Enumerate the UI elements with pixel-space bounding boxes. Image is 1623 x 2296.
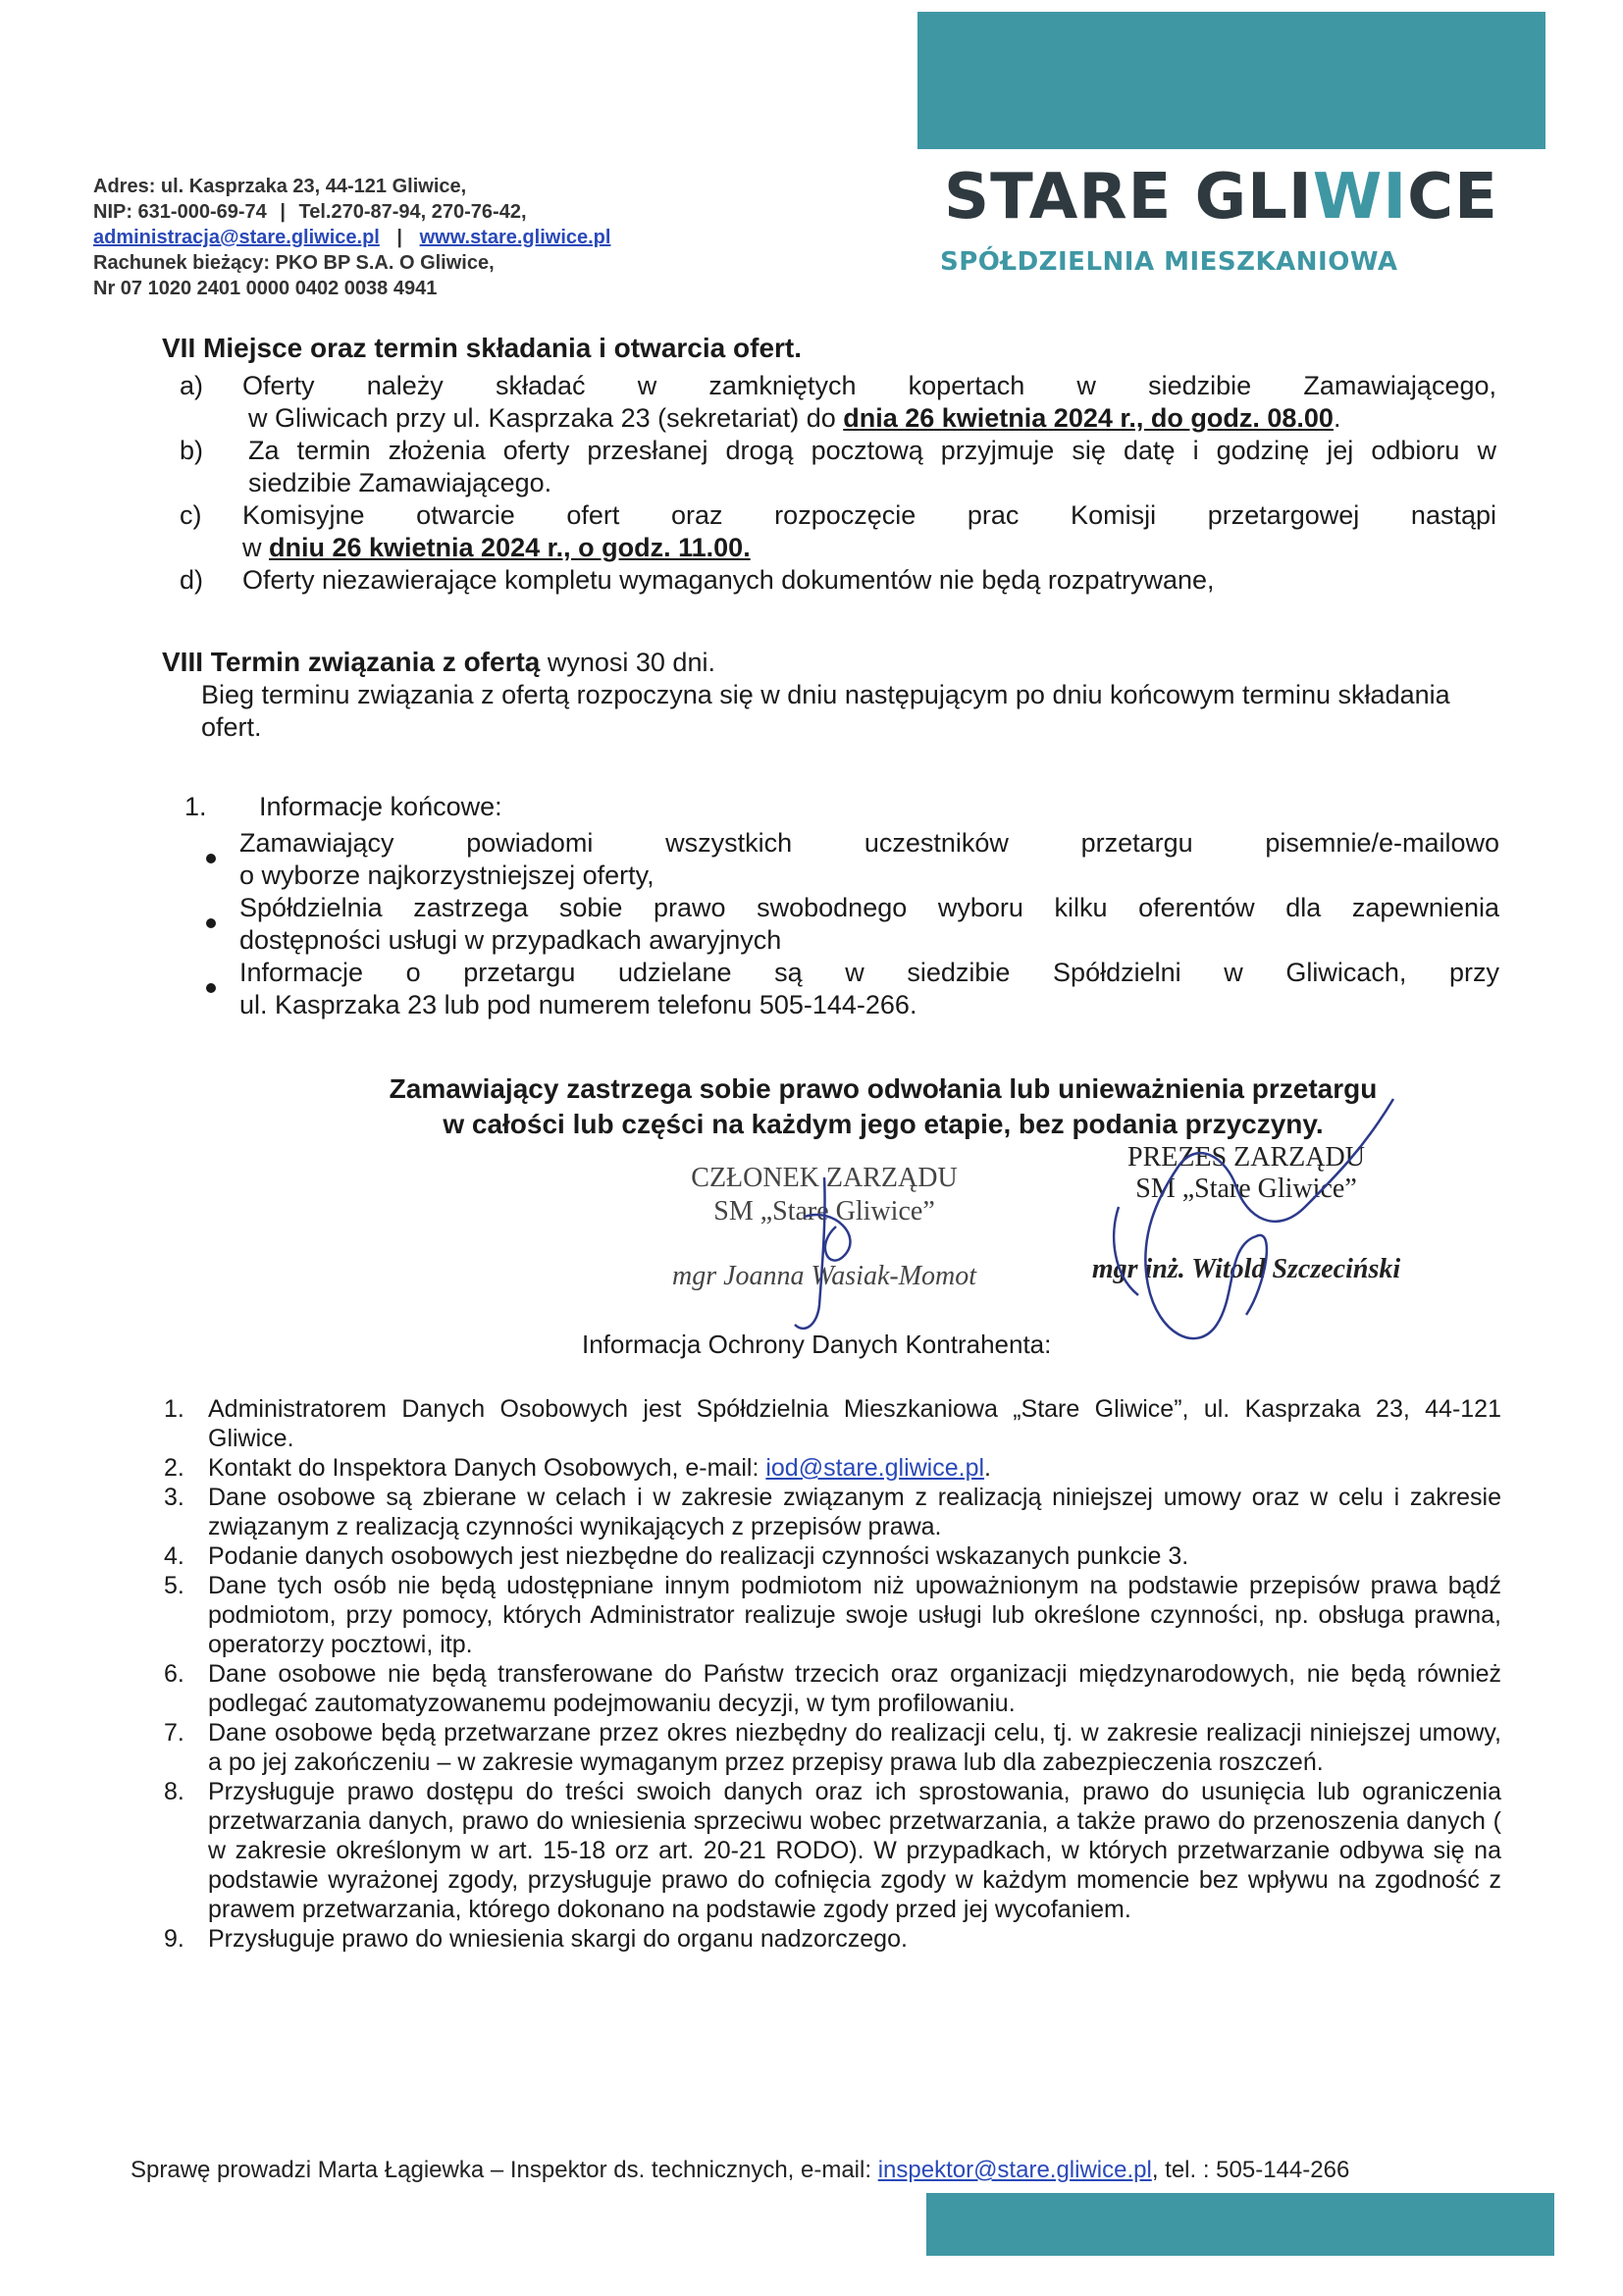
bullet-line: Informacje o przetargu udzielane są w siedzibie Spółdzielni w Gliwicach, przy — [239, 958, 1499, 987]
deadline-date: dnia 26 kwietnia 2024 r., do godz. 08.00 — [843, 403, 1334, 433]
item-text: w — [242, 533, 269, 562]
section-viii-paragraph: Bieg terminu związania z ofertą rozpoczyna się w dniu następującym po dniu końcowym terminu składania ofert. — [201, 680, 1450, 742]
rodo-number: 5. — [164, 1572, 184, 1599]
stamp-name: mgr inż. Witold Szczeciński — [1091, 1254, 1401, 1284]
rodo-text: Dane osobowe są zbierane w celach i w zakresie związanym z realizacją niniejszej umowy oraz w celu i zakresie związanym z realizacją czynności wynikających z przepisów prawa. — [208, 1484, 1501, 1540]
final-info — [184, 791, 1499, 1021]
separator: | — [280, 201, 286, 223]
item-marker: d) — [180, 565, 204, 595]
footer-contact — [131, 2157, 1349, 2184]
logo-subtitle: SPÓŁDZIELNIA MIESZKANIOWA — [940, 247, 1398, 277]
bullet-line: ul. Kasprzaka 23 lub pod numerem telefonu 505-144-266. — [239, 990, 917, 1019]
telephone: Tel.270-87-94, 270-76-42, — [298, 201, 527, 223]
item-text: w Gliwicach przy ul. Kasprzaka 23 (sekretariat) do — [248, 403, 844, 433]
nip: NIP: 631-000-69-74 — [93, 201, 267, 223]
heading-text: Informacje końcowe: — [259, 792, 502, 821]
bullet-line: Zamawiający powiadomi wszystkich uczestników przetargu pisemnie/e-mailowo — [239, 828, 1499, 858]
rodo-number: 6. — [164, 1660, 184, 1688]
reservation-line: w całości lub części na każdym jego etapie, bez podania przyczyny. — [443, 1109, 1324, 1139]
rodo-text: Dane osobowe nie będą transferowane do Państw trzecich oraz organizacji międzynarodowych, nie będą również podlegać zautomatyzowanemu podejmowaniu decyzji, w tym profilowaniu. — [208, 1660, 1501, 1717]
footer-text: , tel. : 505-144-266 — [1151, 2157, 1350, 2183]
account-number: Nr 07 1020 2401 0000 0402 0038 4941 — [93, 278, 438, 299]
rodo-heading: Informacja Ochrony Danych Kontrahenta: — [582, 1330, 1052, 1359]
final-info-heading — [184, 791, 1499, 823]
rodo-text: Kontakt do Inspektora Danych Osobowych, e-mail: — [208, 1454, 766, 1482]
email-www-line — [93, 225, 610, 250]
bullet-item — [184, 827, 1499, 892]
bullet-icon — [206, 854, 216, 863]
separator: | — [396, 227, 403, 248]
inspector-email-link[interactable]: inspektor@stare.gliwice.pl — [877, 2157, 1152, 2183]
item-marker: c) — [180, 500, 202, 530]
bullet-line: Spółdzielnia zastrzega sobie prawo swobodnego wyboru kilku oferentów dla zapewnienia — [239, 893, 1499, 922]
rodo-item — [164, 1453, 1501, 1483]
logo-wordmark — [944, 163, 1498, 232]
rodo-number: 4. — [164, 1542, 184, 1570]
iod-email-link[interactable]: iod@stare.gliwice.pl — [765, 1454, 985, 1482]
rodo-text: Administratorem Danych Osobowych jest Spółdzielnia Mieszkaniowa „Stare Gliwice”, ul. Kasprzaka 23, 44-121 Gliwice. — [208, 1395, 1501, 1452]
stamp-title: CZŁONEK ZARZĄDU — [691, 1163, 958, 1193]
section-vii-item-a — [162, 370, 1496, 435]
item-marker: b) — [180, 436, 204, 465]
logo-part-1: STARE GLI — [944, 161, 1313, 234]
rodo-text: Podanie danych osobowych jest niezbędne do realizacji czynności wskazanych punkcie 3. — [208, 1542, 1189, 1570]
rodo-text: Dane osobowe będą przetwarzane przez okres niezbędny do realizacji celu, tj. w zakresie realizacji niniejszej umowy, a po jej zakończeniu – w zakresie wymaganym przez przepisy prawa lub dla zabezpieczenia roszczeń. — [208, 1719, 1501, 1776]
bullet-line: o wyborze najkorzystniejszej oferty, — [239, 861, 654, 890]
item-line: Za termin złożenia oferty przesłanej drogą pocztową przyjmuje się datę i godzinę jej odbioru w — [248, 436, 1496, 465]
item-line — [242, 532, 1496, 564]
item-line: siedzibie Zamawiającego. — [248, 468, 552, 497]
section-vii-heading: VII Miejsce oraz termin składania i otwarcia ofert. — [162, 333, 803, 363]
opening-date: dniu 26 kwietnia 2024 r., o godz. 11.00. — [269, 533, 751, 562]
item-line: Oferty niezawierające kompletu wymaganych dokumentów nie będą rozpatrywane, — [242, 565, 1215, 595]
stamp-org: SM „Stare Gliwice” — [1135, 1174, 1357, 1204]
rodo-item — [164, 1483, 1501, 1541]
rodo-item — [164, 1541, 1501, 1571]
rodo-text: . — [984, 1454, 991, 1482]
stamp-name: mgr Joanna Wasiak-Momot — [671, 1261, 977, 1291]
footer-text: Sprawę prowadzi Marta Łągiewka – Inspektor ds. technicznych, e-mail: — [131, 2157, 878, 2183]
logo-part-3: CE — [1407, 161, 1498, 234]
section-viii-heading — [162, 646, 1496, 679]
bullet-item — [184, 957, 1499, 1021]
rodo-item — [164, 1777, 1501, 1924]
rodo-number: 3. — [164, 1484, 184, 1511]
website-link[interactable]: www.stare.gliwice.pl — [419, 227, 611, 248]
section-vii-item-b — [162, 435, 1496, 499]
rodo-text: Dane tych osób nie będą udostępniane innym podmiotom niż upoważnionym na podstawie przepisów prawa bądź podmiotom, przy pomocy, których Administrator realizuje swoje usługi lub określone czynności, np. obsługa prawna, operatorzy pocztowi, itp. — [208, 1572, 1501, 1658]
heading-bold: VIII Termin związania z ofertą — [162, 647, 541, 677]
rodo-text: Przysługuje prawo dostępu do treści swoich danych oraz ich sprostowania, prawo do usunięcia lub ograniczenia przetwarzania danych, prawo do wniesienia sprzeciwu wobec przetwarzania, a także prawo do przenoszenia danych ( w zakresie określonym w art. 15-18 orz art. 20-21 RODO). W przypadkach, w których przetwarzanie odbywa się na podstawie wyrażonej zgody, przysługuje prawo do cofnięcia zgody w każdym momencie bez wpływu na zgodność z prawem przetwarzania, którego dokonano na podstawie zgody przed jej wycofaniem. — [208, 1778, 1501, 1923]
rodo-list — [164, 1394, 1501, 1954]
reservation-line: Zamawiający zastrzega sobie prawo odwołania lub unieważnienia przetargu — [389, 1073, 1378, 1104]
signature-board-member — [765, 1158, 883, 1354]
list-number: 1. — [184, 792, 207, 821]
section-viii — [162, 646, 1496, 744]
nip-tel-line — [93, 199, 610, 225]
contact-block — [93, 174, 610, 301]
footer-color-band — [926, 2193, 1554, 2256]
logo-part-2: WI — [1312, 161, 1408, 234]
item-line: Komisyjne otwarcie ofert oraz rozpoczęcie prac Komisji przetargowej nastąpi — [242, 500, 1496, 530]
rodo-number: 2. — [164, 1454, 184, 1482]
bullet-icon — [206, 983, 216, 993]
header-color-band — [917, 12, 1545, 149]
section-vii-item-c — [162, 499, 1496, 564]
rodo-text: Przysługuje prawo do wniesienia skargi do organu nadzorczego. — [208, 1925, 908, 1953]
item-text: . — [1333, 403, 1341, 433]
rodo-number: 8. — [164, 1778, 184, 1805]
rodo-item — [164, 1659, 1501, 1718]
rodo-item — [164, 1571, 1501, 1659]
bullet-line: dostępności usługi w przypadkach awaryjnych — [239, 925, 782, 955]
bullet-item — [184, 892, 1499, 957]
address-line: Adres: ul. Kasprzaka 23, 44-121 Gliwice, — [93, 176, 467, 197]
rodo-item — [164, 1924, 1501, 1954]
signature-president — [1079, 1089, 1403, 1374]
rodo-number: 7. — [164, 1719, 184, 1747]
rodo-item — [164, 1718, 1501, 1777]
email-link[interactable]: administracja@stare.gliwice.pl — [93, 227, 380, 248]
rodo-item — [164, 1394, 1501, 1453]
item-line: Oferty należy składać w zamkniętych kopertach w siedzibie Zamawiającego, — [242, 371, 1496, 400]
account-label: Rachunek bieżący: PKO BP S.A. O Gliwice, — [93, 252, 495, 274]
rodo-number: 1. — [164, 1395, 184, 1423]
section-vii — [162, 332, 1496, 597]
heading-rest: wynosi 30 dni. — [540, 648, 715, 677]
rodo-number: 9. — [164, 1925, 184, 1953]
stamp-title: PREZES ZARZĄDU — [1127, 1142, 1365, 1173]
item-marker: a) — [180, 371, 204, 400]
section-vii-item-d — [162, 564, 1496, 597]
item-line — [242, 402, 1496, 435]
stamp-org: SM „Stare Gliwice” — [713, 1196, 935, 1226]
bullet-icon — [206, 918, 216, 928]
